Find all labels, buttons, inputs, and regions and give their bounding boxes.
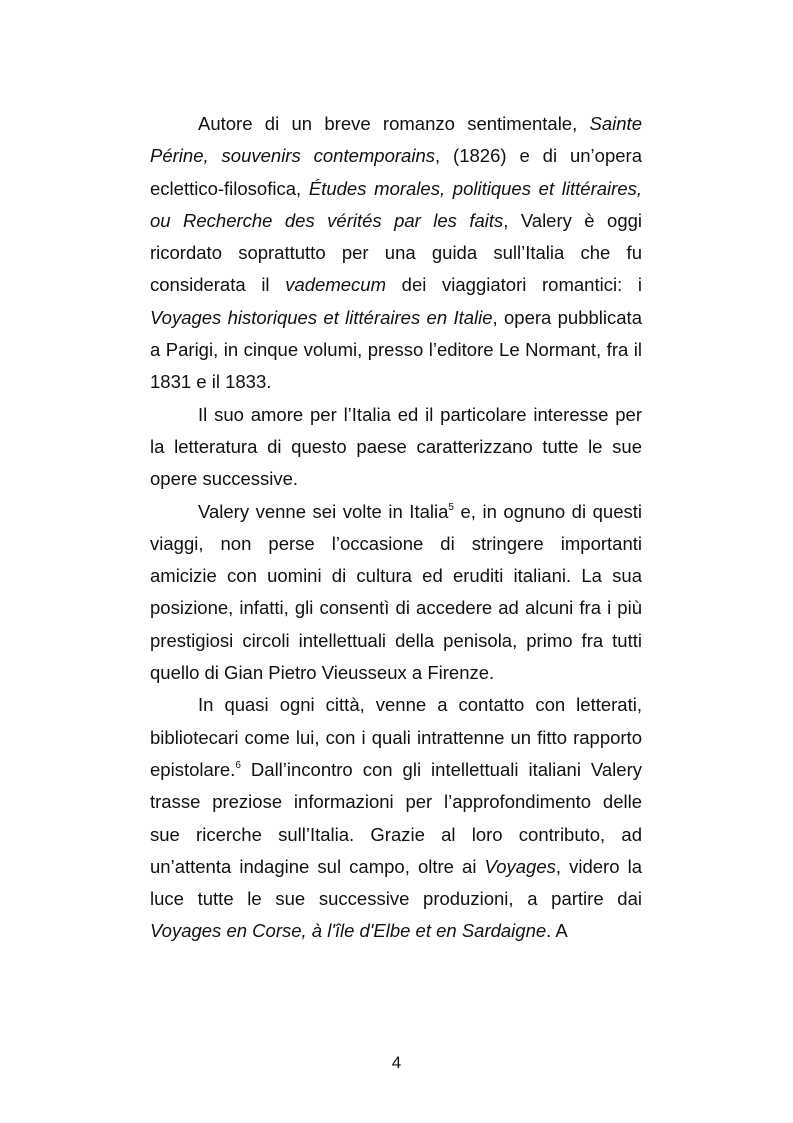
book-title-etudes-morales: Études morales, politiques et littéraires, ou Recherche des vérités par les faits [150,177,642,231]
text-run: , videro la luce tutte le sue successive produzioni, a partire dai [150,855,642,910]
paragraph-1 [150,108,642,399]
footnote-marker: 6 [235,759,241,771]
term-vademecum: vademecum [285,274,386,296]
book-title-voyages-en-corse: Voyages en Corse, à l'île d'Elbe et en Sardaigne [150,920,547,942]
text-run: Dall’incontro con gli intellettuali italiani Valery trasse preziose informazioni per l’approfondimento delle sue ricerche sull’Italia. Grazie al loro contributo, ad un’attenta indagine sul campo, oltre ai [150,758,642,877]
page-body [150,108,642,948]
book-title-voyages-historiques: Voyages historiques et littéraires en Italie [150,306,493,328]
text-run: , opera pubblicata a Parigi, in cinque volumi, presso l’editore Le Normant, fra il 1831 e il 1833. [150,306,642,393]
book-title-sainte-perine: Sainte Périne, souvenirs contemporains [150,113,642,167]
text-run: , Valery è oggi ricordato soprattutto per una guida sull’Italia che fu considerata il [150,209,643,296]
text-run: Il suo amore per l’Italia ed il particolare interesse per la letteratura di questo paese caratterizzano tutte le sue opere successive. [150,403,642,490]
text-run: , (1826) e di un’opera eclettico-filosofica, [150,145,642,199]
book-title-voyages: Voyages [484,855,556,877]
text-run: In quasi ogni città, venne a contatto con letterati, bibliotecari come lui, con i quali intrattenne un fitto rapporto epistolare. [150,694,642,780]
text-run: . A [546,920,568,942]
paragraph-3 [150,496,642,690]
text-run: Autore di un breve romanzo sentimentale, [198,113,590,134]
paragraph-2 [150,399,642,496]
page-number: 4 [391,1053,402,1072]
text-run: e, in ognuno di questi viaggi, non perse l’occasione di stringere importanti amicizie con uomini di cultura ed eruditi italiani. La sua posizione, infatti, gli consentì di accedere ad alcuni fra i più prestigiosi circoli intellettuali della penisola, primo fra tutti quello di Gian Pietro Vieusseux a Firenze. [150,500,642,684]
text-run: Valery venne sei volte in Italia [198,500,449,522]
footnote-marker: 5 [448,501,454,513]
paragraph-4 [150,689,642,947]
text-run: dei viaggiatori romantici: i [385,274,642,296]
